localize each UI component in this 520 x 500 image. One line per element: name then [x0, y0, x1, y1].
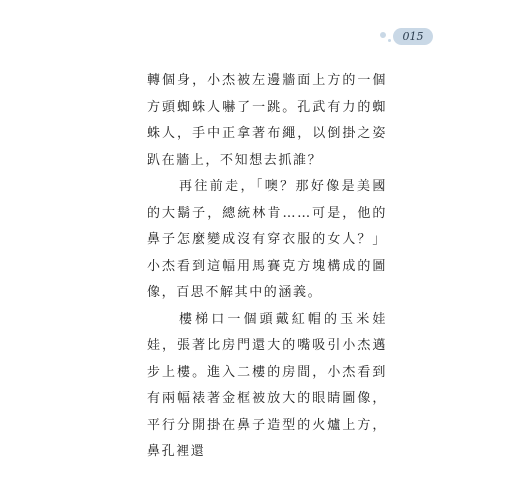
paragraph-2: 再往前走，「噢？那好像是美國的大鬍子，總統林肯……可是，他的鼻子怎麼變成沒有穿衣服的女人？」小杰看到這幅用馬賽克方塊構成的圖像，百思不解其中的涵義。 [147, 179, 387, 300]
decorative-dot [380, 32, 386, 38]
paragraph-3: 樓梯口一個頭戴紅帽的玉米娃娃，張著比房門還大的嘴吸引小杰邁步上樓。進入二樓的房間，小杰看到有兩幅裱著金框被放大的眼睛圖像，平行分開掛在鼻子造型的火爐上方，鼻孔裡還 [147, 311, 387, 459]
paragraph-1: 轉個身，小杰被左邊牆面上方的一個方頭蜘蛛人嚇了一跳。孔武有力的蜘蛛人，手中正拿著布繩，以倒掛之姿趴在牆上，不知想去抓誰？ [147, 73, 387, 168]
page-number: 015 [393, 28, 433, 45]
decorative-dot-small [388, 39, 391, 42]
body-text [147, 68, 387, 466]
